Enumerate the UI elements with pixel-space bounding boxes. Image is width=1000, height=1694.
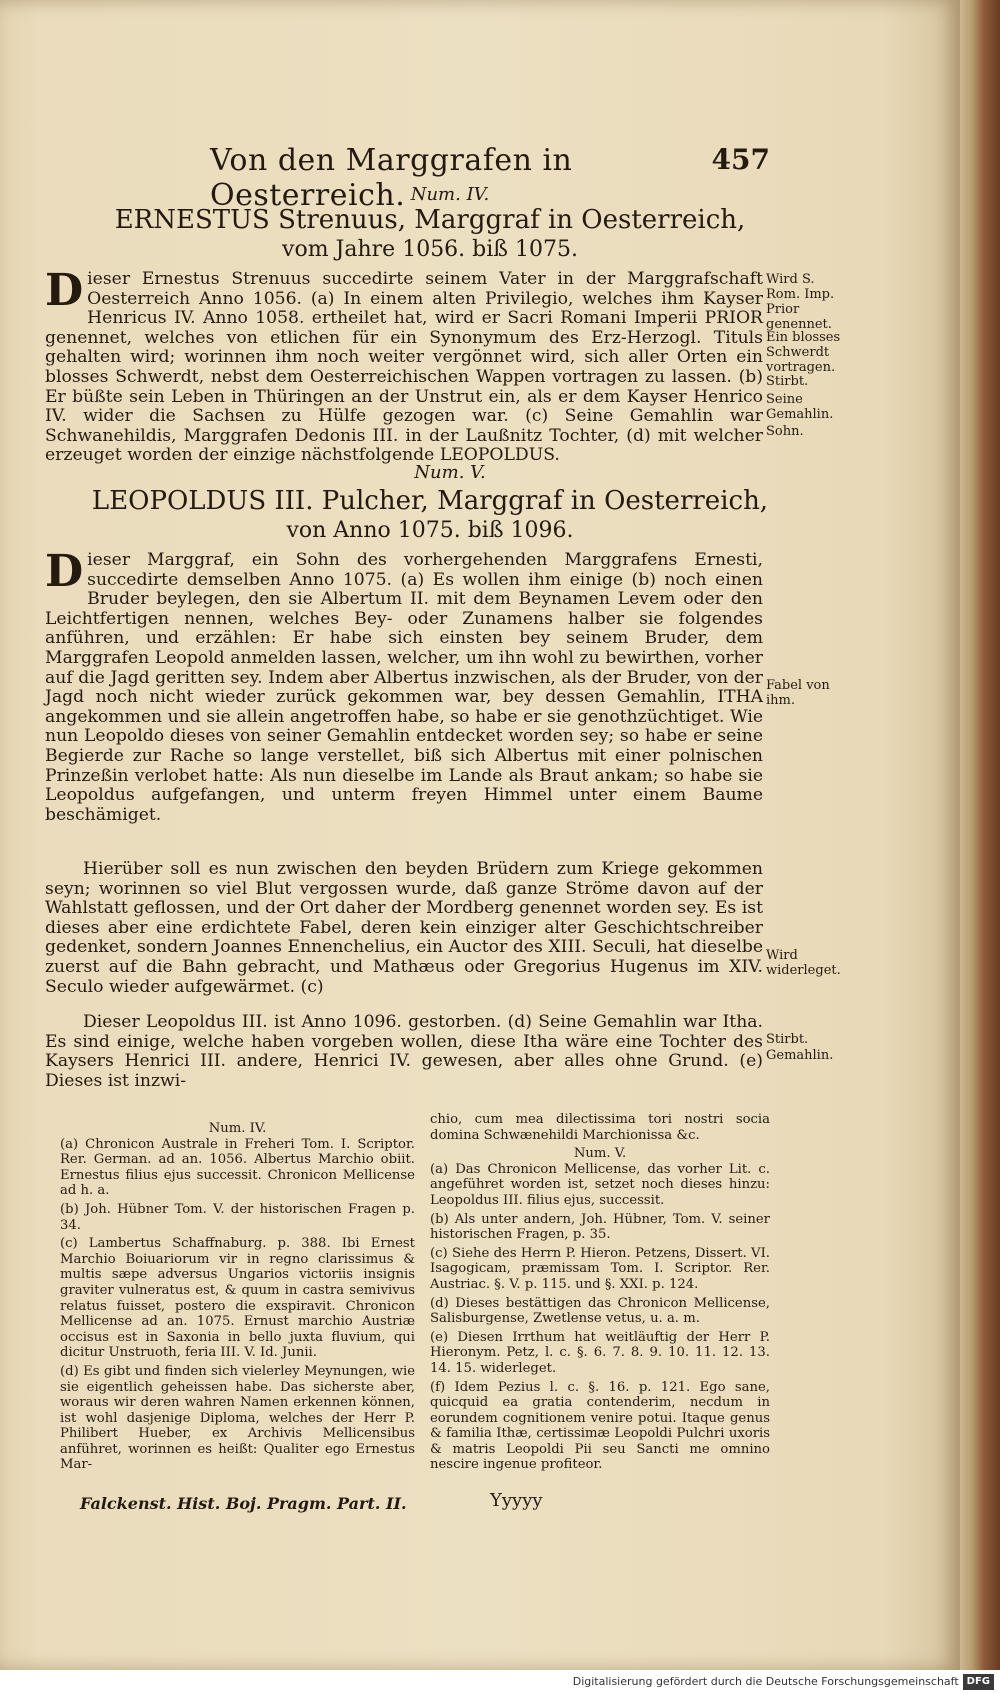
footnotes-left-column	[60, 1121, 415, 1476]
section-period: von Anno 1075. biß 1096.	[286, 518, 574, 543]
section-period: vom Jahre 1056. biß 1075.	[282, 237, 578, 262]
footnotes-right-column	[430, 1112, 770, 1476]
footnote-continuation: chio, cum mea dilectissima tori nostri socia domina Schwænehildi Marchionissa &c.	[430, 1112, 770, 1143]
printer-signature: Falckenst. Hist. Boj. Pragm. Part. II.	[80, 1494, 407, 1513]
margin-note: Ein blosses Schwerdt vortragen.	[766, 330, 841, 375]
footnote: (b) Als unter andern, Joh. Hübner, Tom. V. seiner historischen Fragen, p. 35.	[430, 1211, 770, 1243]
section-number: Num. IV.	[410, 184, 490, 205]
section-title: ERNESTUS Strenuus, Marggraf in Oesterreich,	[114, 205, 746, 235]
footnote-heading: Num. IV.	[208, 1121, 267, 1136]
margin-note: Gemahlin.	[766, 1048, 834, 1063]
margin-note: Wird S. Rom. Imp. Prior genennet.	[766, 272, 835, 332]
drop-capital: D	[45, 265, 84, 316]
page-number: 457	[711, 143, 770, 176]
footnote: (b) Joh. Hübner Tom. V. der historischen Fragen p. 34.	[60, 1201, 415, 1233]
section-body-paragraph	[45, 265, 763, 466]
footnote: (a) Das Chronicon Mellicense, das vorher Lit. c. angeführet worden ist, setzet noch dieses hinzu: Leopoldus III. filius ejus, successit.	[430, 1161, 770, 1208]
footnote: (d) Dieses bestättigen das Chronicon Mellicense, Salisburgense, Zwetlense vetus, u. a. m.	[430, 1295, 770, 1327]
margin-note: Seine Gemahlin.	[766, 392, 834, 422]
section-number: Num. V.	[414, 462, 486, 483]
digitization-credit: Digitalisierung gefördert durch die Deutsche Forschungsgemeinschaft	[572, 1675, 959, 1688]
margin-note: Wird widerleget.	[766, 948, 841, 978]
margin-note: Sohn.	[766, 424, 804, 439]
book-spine-edge	[960, 0, 1000, 1670]
margin-note: Fabel von ihm.	[766, 678, 830, 708]
digitization-credit-bar	[0, 1670, 1000, 1694]
footnote: (f) Idem Pezius l. c. §. 16. p. 121. Ego sane, quicquid ea gratia contenderim, necdum in eorundem cognitionem venire potui. Itaque genus & familia Ithæ, certissimæ Leopoldi Pulchri uxoris & matris Leopoldi Pii seu Sancti me omnino nescire ingenue profiteor.	[430, 1379, 770, 1473]
section-title: LEOPOLDUS III. Pulcher, Marggraf in Oesterreich,	[91, 486, 769, 516]
section-body-paragraph: Dieser Leopoldus III. ist Anno 1096. gestorben. (d) Seine Gemahlin war Itha. Es sind einige, welche haben vorgeben wollen, diese Itha wäre eine Tochter des Kaysers Henrici III. andere, Henrici IV. gewesen, aber alles ohne Grund. (e) Dieses ist inzwi-	[45, 1012, 763, 1091]
footnote: (d) Es gibt und finden sich vielerley Meynungen, wie sie eigentlich geheissen habe. Das sicherste aber, woraus wir deren wahren Namen erkennen können, ist wohl dasjenige Diploma, welches der Herr P. Philibert Hueber, ex Archivis Mellicensibus anführet, worinnen es heißt: Qualiter ego Ernestus Mar-	[60, 1363, 415, 1473]
margin-note: Stirbt.	[766, 1032, 809, 1047]
running-title: Von den Marggrafen in Oesterreich.	[210, 143, 573, 213]
paragraph-text: ieser Ernestus Strenuus succedirte seinem Vater in der Marggrafschaft Oesterreich Anno 1056. (a) In einem alten Privilegio, welches ihm Kayser Henricus IV. Anno 1058. ertheilet hat, wird er Sacri Romani Imperii PRIOR genennet, welches von etlichen für ein Synonymum des Erz-Herzogl. Tituls gehalten wird; worinnen ihm noch weiter vergönnet wird, sich aller Orten ein blosses Schwerdt, nebst dem Oesterreichischen Wappen vortragen zu lassen. (b) Er büßte sein Leben in Thüringen an der Unstrut ein, als er dem Kayser Henrico IV. wider die Sachsen zu Hülfe gezogen war. (c) Seine Gemahlin war Schwanehildis, Marggrafen Dedonis III. in der Laußnitz Tochter, (d) mit welcher erzeuget worden der einzige nächstfolgende LEOPOLDUS.	[45, 269, 763, 466]
footnote: (a) Chronicon Australe in Freheri Tom. I. Scriptor. Rer. German. ad an. 1056. Albertus Marchio obiit. Ernestus filius ejus successit. Chronicon Mellicense ad h. a.	[60, 1136, 415, 1199]
margin-note: Stirbt.	[766, 374, 809, 389]
section-body-paragraph: Hierüber soll es nun zwischen den beyden Brüdern zum Kriege gekommen seyn; worinnen so viel Blut vergossen wurde, daß ganze Ströme davon auf der Wahlstatt geflossen, und der Ort daher der Mordberg genennet worden sey. Es ist dieses aber eine erdichtete Fabel, deren kein einziger alter Geschichtschreiber gedenket, sondern Joannes Ennenchelius, ein Auctor des XIII. Seculi, hat dieselbe zuerst auf die Bahn gebracht, und Mathæus oder Gregorius Hugenus im XIV. Seculo wieder aufgewärmet. (c)	[45, 859, 763, 997]
dfg-logo: DFG	[963, 1674, 994, 1690]
footnote: (c) Lambertus Schaffnaburg. p. 388. Ibi Ernest Marchio Boiuariorum vir in regno clarissimus & multis sæpe adversus Ungarios victoriis insignis graviter vulneratus est, & quum in castra semivivus relatus fuisset, postero die exspiravit. Chronicon Mellicense ad an. 1075. Ernust marchio Austriæ occisus est in Saxonia in bello juxta fluvium, qui dicitur Unstruoth, feria III. V. Id. Junii.	[60, 1236, 415, 1361]
paragraph-text: ieser Marggraf, ein Sohn des vorhergehenden Marggrafens Ernesti, succedirte demselben Anno 1075. (a) Es wollen ihm einige (b) noch einen Bruder beylegen, den sie Albertum II. mit dem Beynamen Levem oder den Leichtfertigen nennen, welches Bey- oder Zunamens halber sie folgendes anführen, und erzählen: Er habe sich einsten bey seinem Bruder, dem Marggrafen Leopold anmelden lassen, welcher, um ihn wohl zu bewirthen, vorher auf die Jagd geritten sey. Indem aber Albertus inzwischen, als der Bruder, von der Jagd noch nicht wieder zurück gekommen war, bey dessen Gemahlin, ITHA angekommen und sie allein angetroffen habe, so habe er sie genothzüchtiget. Wie nun Leopoldo dieses von seiner Gemahlin entdecket worden sey; so habe er seine Begierde zur Rache so lange verstellet, biß sich Albertus mit einer polnischen Prinzeßin verlobet hatte: Als nun dieselbe im Lande als Braut ankam; so habe sie Leopoldus aufgefangen, und unterm freyen Himmel unter einem Baume beschämiget.	[45, 550, 763, 825]
footnote: (c) Siehe des Herrn P. Hieron. Petzens, Dissert. VI. Isagogicam, præmissam Tom. I. Scriptor. Rer. Austriac. §. V. p. 115. und §. XXI. p. 124.	[430, 1245, 770, 1292]
footnote-heading: Num. V.	[573, 1146, 627, 1162]
catchword: Yyyyy	[490, 1490, 543, 1511]
footnote: (e) Diesen Irrthum hat weitläuftig der Herr P. Hieronym. Petz, l. c. §. 6. 7. 8. 9. 10. 11. 12. 13. 14. 15. widerleget.	[430, 1329, 770, 1376]
section-body-paragraph	[45, 546, 763, 851]
drop-capital: D	[45, 546, 84, 597]
